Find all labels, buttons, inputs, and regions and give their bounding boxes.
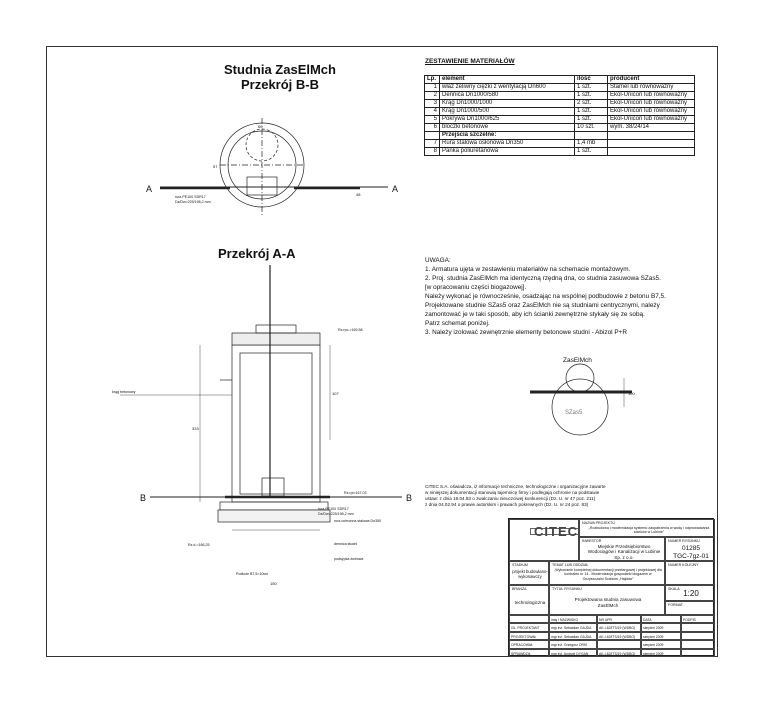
table-cell: Ekol-Unicon lub równoważny	[608, 100, 695, 108]
table-cell: właz żeliwny ciężki z wentylacją Dn600	[440, 84, 575, 92]
scale-label: SKALA	[668, 587, 680, 591]
materials-header-row	[425, 76, 695, 84]
sequence-cell	[665, 561, 715, 585]
table-cell	[608, 148, 695, 156]
table-row	[425, 148, 695, 156]
staff-cell: sierpień 2009	[641, 649, 681, 658]
section-cover-slab	[232, 333, 320, 345]
label-podsypka: podsypka żwirowa	[334, 557, 364, 561]
detail-szas5-circle	[552, 379, 608, 435]
table-row	[425, 132, 695, 140]
detail-label-zaselmch: ZasElMch	[563, 357, 592, 364]
stadium-cell	[509, 561, 549, 585]
staff-cell: AK-I-62/ITS/19 (WDBO)	[597, 623, 641, 632]
staff-cell: PROJEKTOWAŁ	[509, 632, 549, 641]
project-cell	[579, 519, 715, 537]
staff-cell	[681, 632, 715, 641]
dim-150: 150	[270, 581, 277, 586]
staff-cell: AK-I-62/ITS/19 (WDBO)	[597, 632, 641, 641]
sequence-label: NUMER KOLEJNY	[668, 563, 699, 567]
dim-107: 107	[332, 391, 339, 396]
materials-col-header: producent	[608, 76, 695, 84]
level-bottom: Rz.d.=166,25	[188, 543, 210, 547]
table-cell: Krąg Dn1000/500	[440, 108, 575, 116]
branch-value: technologiczna	[514, 600, 546, 605]
staff-cell: GŁ. PROJEKTANT	[509, 623, 549, 632]
title-block	[508, 518, 714, 656]
section-chamber-outer	[232, 345, 320, 502]
detail-label-szas5: SZas5	[565, 410, 583, 416]
section-aa-title: Przekrój A-A	[218, 246, 296, 261]
label-podloze: Podłoże B7,5=10cm	[236, 572, 269, 576]
drawing-number-cell	[665, 537, 715, 561]
note-line: [w opracowaniu części biogazowej].	[425, 284, 527, 291]
dim-48: 48	[356, 192, 361, 197]
stadium-label: STADIUM	[512, 563, 528, 567]
label-dennica: dennica studni	[334, 542, 358, 546]
citec-note-line: z dnia 04.02.94 o prawie autorskim i prawach pokrewnych (Dz. U. nr 24 poz. 83)	[425, 502, 589, 507]
table-row	[425, 116, 695, 124]
dim-57: 57	[213, 164, 218, 169]
staff-cell: SPRAWDZIŁ	[509, 649, 549, 658]
table-cell: 4	[425, 108, 440, 116]
note-line: Projektowane studnie SZas5 oraz ZasElMch nie są studniami centrycznymi, należy	[425, 302, 660, 309]
scale-value: 1:20	[683, 589, 699, 598]
table-cell	[575, 132, 608, 140]
note-line: zamontować je w taki sposób, aby ich ścianki zewnętrzne stykały się ze sobą.	[425, 311, 645, 318]
label-rura-ochronna: rura ochronna stalowa Dn350	[334, 519, 382, 523]
materials-col-header: element	[440, 76, 575, 84]
title-line2: Przekrój B-B	[240, 77, 320, 92]
citec-note-line: w niniejszej dokumentacji stanowią tajemnicę firmy i podlegają ochronie na podstawie	[425, 490, 600, 495]
section-mark-a-right: A	[392, 184, 399, 194]
table-row	[425, 92, 695, 100]
section-mark-a-left: A	[146, 184, 153, 194]
section-mark-b-left: B	[140, 493, 147, 503]
drawing-title-value: Projektowana studnia zasuwowa ZasElMch	[574, 597, 642, 608]
staff-cell	[681, 649, 715, 658]
table-row	[425, 140, 695, 148]
table-cell: 10 szt.	[575, 124, 608, 132]
note-line: Należy wykonać je równocześnie, osadzając na wspólnej podbudowie z betonu B7,5.	[425, 293, 666, 300]
scale-cell	[665, 585, 715, 601]
staff-cell	[681, 623, 715, 632]
table-cell: 8	[425, 148, 440, 156]
materials-col-header: Lp.	[425, 76, 440, 84]
table-cell	[608, 140, 695, 148]
drawing-number-1: 01285	[681, 545, 701, 552]
branch-cell	[509, 585, 549, 615]
table-cell: Ekol-Unicon lub równoważny	[608, 108, 695, 116]
table-cell: 7	[425, 140, 440, 148]
level-pipe: Rz.rpi=167,03	[344, 491, 367, 495]
detail-zaselmch-circle	[566, 364, 594, 392]
staff-cell: sierpień 2009	[641, 632, 681, 641]
materials-body	[425, 84, 695, 156]
staff-header-cell: DATA	[641, 615, 681, 623]
section-manhole-frame	[256, 325, 296, 333]
table-row	[425, 100, 695, 108]
staff-table	[509, 615, 715, 657]
staff-header-cell: PODPIS	[681, 615, 715, 623]
table-cell: 1 szt.	[575, 92, 608, 100]
drawing-title-cell	[549, 585, 665, 615]
section-gravel	[218, 510, 330, 522]
label-krag: krąg betonowy	[112, 390, 136, 394]
pipe-label-bb: rura PE100 SDR17	[175, 195, 206, 199]
staff-cell	[681, 640, 715, 649]
branch-label: BRANŻA	[512, 587, 527, 591]
table-cell: 6	[425, 124, 440, 132]
project-label: NAZWA PROJEKTU	[582, 521, 615, 525]
topic-label: TEMAT LUB ODDZIAŁ	[552, 563, 589, 567]
table-cell: 1 szt.	[575, 108, 608, 116]
pipe-label-aa: rura PE100 SDR17	[318, 507, 349, 511]
staff-header-cell	[509, 615, 549, 623]
table-cell: 2	[425, 92, 440, 100]
table-cell	[608, 132, 695, 140]
investor-label: INWESTOR	[582, 539, 602, 543]
staff-cell: mgr inż. Sebastian GAJDA	[549, 623, 597, 632]
table-cell: 1 szt.	[575, 148, 608, 156]
materials-table	[424, 75, 695, 156]
table-cell: 1 szt.	[575, 84, 608, 92]
table-cell: Pokrywa Dn1000/625	[440, 116, 575, 124]
section-base-slab	[220, 502, 328, 510]
table-row	[425, 124, 695, 132]
citec-note-line: CITEC S.A. oświadcza, iż informacje techniczne, technologiczne i organizacyjne zawarte	[425, 484, 606, 489]
table-cell: Dennica Dn1000/580	[440, 92, 575, 100]
table-cell: 5	[425, 116, 440, 124]
format-cell	[665, 601, 715, 615]
notes-block	[425, 256, 710, 337]
staff-cell: mgr inż. Sebastian GAJDA	[549, 632, 597, 641]
note-line: 2. Proj. studnia ZasElMch ma identyczną rzędną dna, co studnia zasuwowa SZas5.	[425, 275, 661, 282]
table-cell: bloczki betonowe	[440, 124, 575, 132]
staff-cell: OPRACOWAŁ	[509, 640, 549, 649]
note-line: Patrz schemat poniżej.	[425, 320, 490, 327]
table-cell	[425, 132, 440, 140]
drawing-number-2: TGC-7gz-01	[673, 553, 709, 560]
project-name: „Rozbudowa i modernizacja systemu zaopatrzenia w wodę i odprowadzania ścieków w Lubinie”	[588, 526, 710, 535]
pipe-label-bb2: Dz/Dw=225/198,2 mm	[175, 200, 211, 204]
investor-name: Miejskie Przedsiębiorstwo Wodociągów i Kanalizacji w Lubinie Sp. z o.o.	[587, 544, 661, 560]
topic-cell	[549, 561, 665, 585]
stadium-value: projekt budowlano-wykonawczy	[512, 569, 548, 579]
table-cell: Ekol-Unicon lub równoważny	[608, 116, 695, 124]
section-chamber-inner	[240, 353, 312, 494]
level-top: Rz.rpc.=169,58	[338, 328, 363, 332]
table-cell: 1,4 mb	[575, 140, 608, 148]
section-mark-b-right: B	[406, 493, 413, 503]
logo-cell	[509, 519, 579, 561]
citec-confidentiality-note	[425, 484, 715, 508]
table-cell: Przejścia szczelne:	[440, 132, 575, 140]
topic-value: „Wykonanie kompletnej dokumentacji przetargowej i projektowej dla kontraktu nr 14 - Modernizacja gospodarki biogazem w Oczyszczalni Ścieków „Hajdów”	[554, 568, 662, 581]
drawing-number-label: NUMER RYSUNKU	[668, 539, 700, 543]
table-cell: Ekol-Unicon lub równoważny	[608, 92, 695, 100]
staff-cell: sierpień 2009	[641, 640, 681, 649]
format-label: FORMAT	[668, 603, 683, 607]
title-line1: Studnia ZasElMch	[224, 62, 336, 77]
table-cell: Panka poliuretanowa	[440, 148, 575, 156]
investor-cell	[579, 537, 665, 561]
note-line: 3. Należy izolować zewnętrznie elementy betonowe studni - Abizol P+R	[425, 329, 627, 336]
table-cell: Stamel lub równoważny	[608, 84, 695, 92]
citec-note-line: ustaw: z dnia 16.04.93 o zwalczaniu nieuczciwej konkurencji (Dz. U. nr 47 poz. 211)	[425, 496, 596, 501]
pipe-label-aa2: Dz/Dw=225/198,2 mm	[318, 512, 354, 516]
detail-dim-100: 100	[628, 391, 635, 396]
materials-heading: ZESTAWIENIE MATERIAŁÓW	[425, 58, 515, 65]
staff-cell: mgr inż. Grzegorz ORKI	[549, 640, 597, 649]
drawing-number	[666, 545, 715, 561]
drawing-title-label: TYTUŁ RYSUNKU	[552, 587, 582, 591]
note-line: 1. Armatura ujęta w zestawieniu materiałów na schemacie montażowym.	[425, 266, 631, 273]
staff-cell	[597, 640, 641, 649]
dim-60: 60	[258, 124, 263, 129]
table-cell: 3	[425, 100, 440, 108]
staff-header-cell: imię I NAZWISKO	[549, 615, 597, 623]
table-cell: 2 szt.	[575, 100, 608, 108]
materials-col-header: ilość	[575, 76, 608, 84]
dim-333: 333	[192, 426, 199, 431]
section-valve	[262, 478, 284, 496]
staff-cell: sierpień 2009	[641, 623, 681, 632]
table-cell: 1 szt.	[575, 116, 608, 124]
note-line: UWAGA:	[425, 257, 451, 264]
citec-logo: CITEC	[530, 528, 579, 535]
staff-cell: AK-I-62/ITS/19 (WDBO)	[597, 649, 641, 658]
table-cell: wym. 38/24/14	[608, 124, 695, 132]
table-cell: 1	[425, 84, 440, 92]
table-row	[425, 84, 695, 92]
staff-cell: mgr inż. Andrzej DYGAN	[549, 649, 597, 658]
table-cell: Krąg Dn1000/1000	[440, 100, 575, 108]
staff-header-cell: NR UPR.	[597, 615, 641, 623]
table-cell: Rura stalowa osłonowa Dn350	[440, 140, 575, 148]
table-row	[425, 108, 695, 116]
